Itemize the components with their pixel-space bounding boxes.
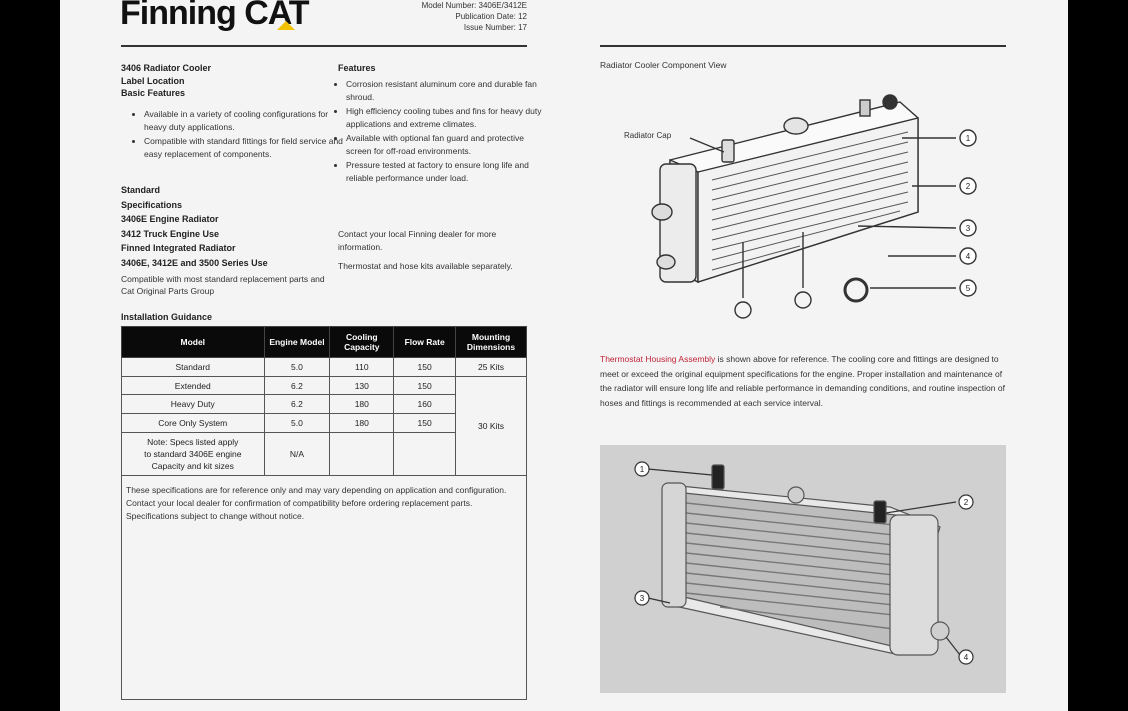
- figure1-callout: 2: [965, 182, 971, 191]
- table-cell-empty: [394, 432, 456, 475]
- logo-cat-text: CAT: [244, 0, 309, 32]
- logo-brand-text: Finning: [120, 0, 236, 32]
- table-cell: 150: [394, 358, 456, 377]
- figure1-callout: 3: [965, 224, 971, 233]
- table-cell: 25 Kits: [456, 358, 527, 377]
- description-body: is shown above for reference. The cooling core and fittings are designed to meet or exceed the original equipment specifications for the engine. Proper installation and maintenance of the radiator will ensure long life and reliable performance in demanding conditions, and routine inspection of hoses and fittings is recommended at each service interval.: [600, 354, 1005, 408]
- spec-line: 3406E, 3412E and 3500 Series Use: [121, 257, 268, 268]
- table-row: [122, 358, 527, 377]
- spec-heading: Standard: [121, 185, 161, 195]
- table-cell: 130: [330, 376, 394, 395]
- table-cell: 160: [394, 395, 456, 414]
- table-cell: 6.2: [264, 395, 330, 414]
- title-line: 3406 Radiator Cooler: [121, 63, 212, 73]
- meta-line: Issue Number: 17: [463, 23, 527, 32]
- header-rule-left: [121, 45, 527, 47]
- radiator-render: [635, 462, 973, 664]
- feature-list: [128, 108, 344, 162]
- note-line: Note: Specs listed apply: [147, 436, 239, 447]
- spec-line: Specifications: [121, 199, 183, 210]
- description-paragraph: [600, 352, 1005, 410]
- table-cell: 5.0: [264, 414, 330, 433]
- features-bullet: • Corrosion resistant aluminum core and durable fan shroud.: [346, 78, 543, 103]
- table-cell: 6.2: [264, 376, 330, 395]
- figure1-radiator-drawing: [600, 72, 1010, 332]
- meta-line: Publication Date: 12: [455, 12, 527, 21]
- figure2-callout: 4: [963, 653, 969, 662]
- table-cell: Standard: [122, 358, 265, 377]
- table-cell: Extended: [122, 376, 265, 395]
- features-bullet: • High efficiency cooling tubes and fins for heavy duty applications and extreme climates.: [346, 105, 543, 130]
- title-line: Basic Features: [121, 88, 186, 98]
- notes-line: Contact your local dealer for confirmation of compatibility before ordering replacement parts.: [126, 498, 473, 508]
- finning-cat-logo: [120, 0, 309, 33]
- header-meta: [412, 0, 527, 33]
- table-cell: 5.0: [264, 358, 330, 377]
- note-line: to standard 3406E engine: [144, 448, 242, 459]
- cat-triangle-icon: [277, 21, 295, 30]
- spec-table: [121, 326, 527, 476]
- spec-line: 3406E Engine Radiator: [121, 214, 219, 224]
- table-row: [122, 376, 527, 395]
- table-cell: 110: [330, 358, 394, 377]
- table-title: Installation Guidance: [121, 312, 213, 322]
- meta-line: Model Number: 3406E/3412E: [421, 1, 527, 10]
- table-merged-cell: 30 Kits: [456, 376, 527, 475]
- notes-line: Specifications subject to change without notice.: [126, 511, 305, 521]
- features-bullet: • Available with optional fan guard and protective screen for off-road environments.: [346, 132, 543, 157]
- table-header-cell: Cooling Capacity: [330, 327, 394, 358]
- notes-line: These specifications are for reference only and may vary depending on application and configuration.: [126, 485, 507, 495]
- figure2-radiator-render: [600, 445, 1006, 693]
- table-cell: 180: [330, 414, 394, 433]
- features-note: Thermostat and hose kits available separately.: [338, 261, 513, 271]
- spec-line: Finned Integrated Radiator: [121, 243, 236, 253]
- figure1-caption: Radiator Cooler Component View: [600, 60, 727, 70]
- note-line: Capacity and kit sizes: [151, 460, 234, 471]
- description-lead: Thermostat Housing Assembly: [600, 354, 716, 364]
- table-header-cell: Flow Rate: [394, 327, 456, 358]
- feature-item: • Available in a variety of cooling configurations for heavy duty applications.: [144, 108, 344, 133]
- spec-note: Compatible with most standard replacement parts and Cat Original Parts Group: [121, 274, 325, 296]
- table-cell: Heavy Duty: [122, 395, 265, 414]
- features-note: Contact your local Finning dealer for more information.: [338, 229, 497, 252]
- figure2-callout: 1: [639, 465, 645, 474]
- features-bullets: [330, 78, 543, 186]
- figure1-part-label: Radiator Cap: [624, 131, 672, 140]
- figure1-callout: 5: [965, 284, 971, 293]
- table-note-value: N/A: [264, 432, 330, 475]
- figure2-callout: 2: [963, 498, 969, 507]
- logo-cat-mark: [244, 0, 308, 33]
- table-header-cell: Engine Model: [264, 327, 330, 358]
- features-bullet: • Pressure tested at factory to ensure long life and reliable performance under load.: [346, 159, 543, 184]
- feature-item: • Compatible with standard fittings for field service and easy replacement of components.: [144, 135, 344, 160]
- table-cell: 150: [394, 414, 456, 433]
- spec-line: 3412 Truck Engine Use: [121, 228, 220, 239]
- figure1-callout: 1: [965, 134, 971, 143]
- table-cell-empty: [330, 432, 394, 475]
- table-note-label: [122, 432, 265, 475]
- table-header-row: [122, 327, 527, 358]
- header-rule-right: [600, 45, 1006, 47]
- figure2-callout: 3: [639, 594, 645, 603]
- radiator-line-drawing: [652, 95, 976, 318]
- spec-block: [121, 183, 331, 270]
- table-cell: 150: [394, 376, 456, 395]
- figure1-callout: 4: [965, 252, 971, 261]
- table-cell: Core Only System: [122, 414, 265, 433]
- table-header-cell: Mounting Dimensions: [456, 327, 527, 358]
- notes-box: [121, 476, 527, 700]
- table-header-cell: Model: [122, 327, 265, 358]
- product-title: [121, 62, 331, 100]
- title-line: Label Location: [121, 75, 185, 86]
- features-heading: Features: [338, 63, 376, 73]
- table-cell: 180: [330, 395, 394, 414]
- features-notes: [338, 228, 528, 273]
